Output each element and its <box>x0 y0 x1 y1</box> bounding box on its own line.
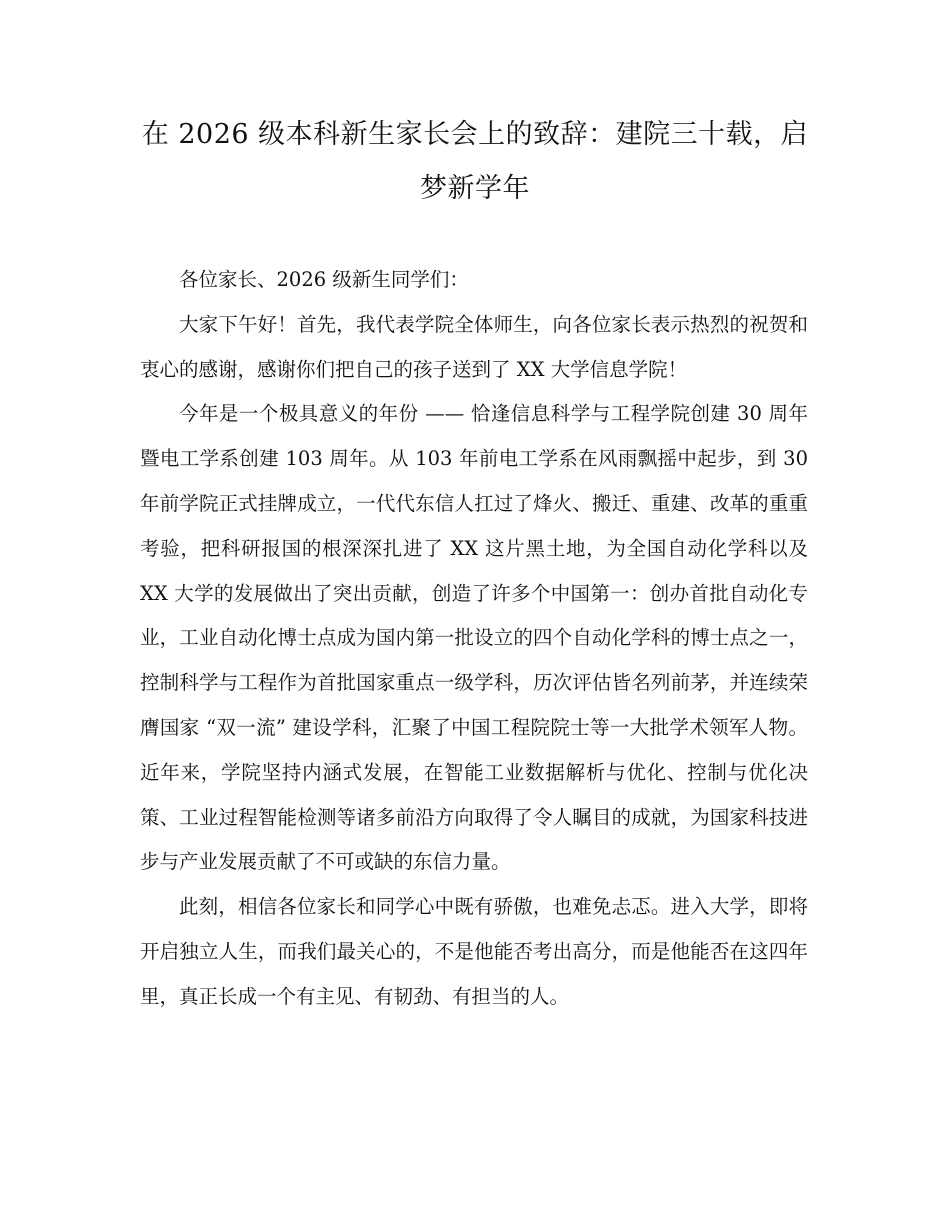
closing-paragraph: 此刻，相信各位家长和同学心中既有骄傲，也难免忐忑。进入大学，即将开启独立人生，而我们最关心的，不是他能否考出高分，而是他能否在这四年里，真正长成一个有主见、有韧劲、有担当的人。 <box>140 895 808 1008</box>
document-body <box>140 258 808 1020</box>
greeting-paragraph: 大家下午好！首先，我代表学院全体师生，向各位家长表示热烈的祝贺和衷心的感谢，感谢你们把自己的孩子送到了 XX 大学信息学院！ <box>140 312 808 381</box>
document-title: 在 2026 级本科新生家长会上的致辞：建院三十载，启梦新学年 <box>141 119 809 204</box>
salutation-paragraph: 各位家长、2026 级新生同学们： <box>179 268 469 291</box>
history-paragraph: 今年是一个极具意义的年份 —— 恰逢信息科学与工程学院创建 30 周年暨电工学系创建 103 周年。从 103 年前电工学系在风雨飘摇中起步，到 30 年前学院正式挂牌成立，一代代东信人扛过了烽火、搬迁、重建、改革的重重考验，把科研报国的根深深扎进了 XX 这片黑土地，为全国自动化学科以及 XX 大学的发展做出了突出贡献，创造了许多个中国第一：创办首批自动化专业，工业自动化博士点成为国内第一批设立的四个自动化学科的博士点之一，控制科学与工程作为首批国家重点一级学科，历次评估皆名列前茅，并连续荣膺国家 “双一流” 建设学科，汇聚了中国工程院院士等一大批学术领军人物。近年来，学院坚持内涵式发展，在智能工业数据解析与优化、控制与优化决策、工业过程智能检测等诸多前沿方向取得了令人瞩目的成就，为国家科技进步与产业发展贡献了不可或缺的东信力量。 <box>140 402 808 874</box>
